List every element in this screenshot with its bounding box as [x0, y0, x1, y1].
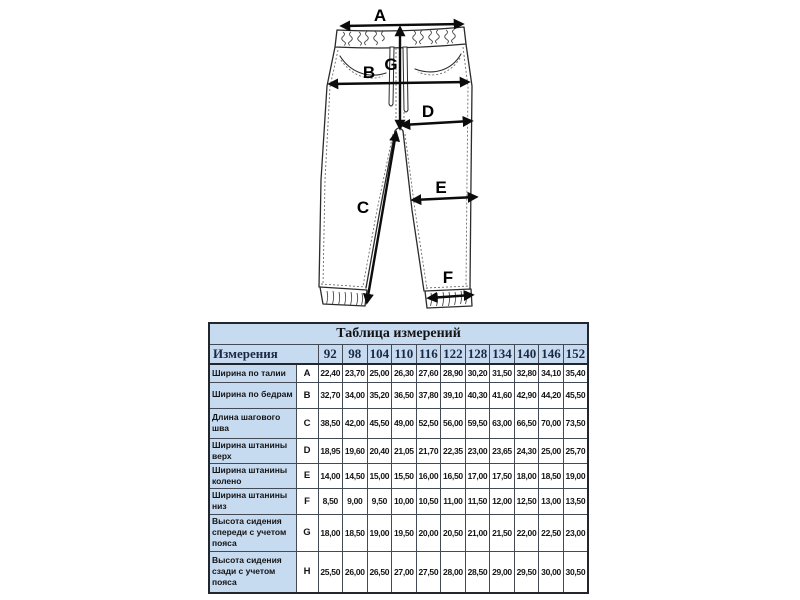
measurement-value: 15,50 — [392, 463, 417, 488]
measurement-value: 42,00 — [343, 408, 368, 438]
table-row — [209, 551, 588, 593]
measurement-value: 13,50 — [563, 488, 588, 514]
measurement-value: 17,50 — [490, 463, 515, 488]
measurement-value: 52,50 — [416, 408, 441, 438]
measurement-value: 23,65 — [490, 438, 515, 463]
measurement-value: 19,00 — [563, 463, 588, 488]
measurement-value: 44,20 — [539, 382, 564, 408]
measurement-value: 73,50 — [563, 408, 588, 438]
measurement-value: 19,60 — [343, 438, 368, 463]
label-d: D — [421, 102, 435, 121]
measurement-value: 10,50 — [416, 488, 441, 514]
measurement-value: 18,95 — [318, 438, 343, 463]
measurement-value: 8,50 — [318, 488, 343, 514]
measurement-value: 34,10 — [539, 364, 564, 382]
size-header: 98 — [343, 345, 368, 365]
measurement-value: 16,50 — [441, 463, 466, 488]
measurement-value: 26,30 — [392, 364, 417, 382]
measurement-name: Ширина по бедрам — [209, 382, 296, 408]
size-header: 104 — [367, 345, 392, 365]
measurement-value: 28,00 — [441, 551, 466, 593]
measurement-value: 70,00 — [539, 408, 564, 438]
measurement-value: 22,50 — [539, 514, 564, 551]
measurement-value: 12,50 — [514, 488, 539, 514]
measurement-value: 21,70 — [416, 438, 441, 463]
measurement-value: 22,35 — [441, 438, 466, 463]
pants-diagram — [290, 0, 510, 320]
measurement-name: Высота сидения сзади с учетом пояса — [209, 551, 296, 593]
measurement-letter: C — [296, 408, 318, 438]
measurement-value: 20,50 — [441, 514, 466, 551]
measurement-value: 66,50 — [514, 408, 539, 438]
measurement-name: Ширина штанины верх — [209, 438, 296, 463]
measurement-value: 21,50 — [490, 514, 515, 551]
measurement-name: Высота сидения спереди с учетом пояса — [209, 514, 296, 551]
measurement-letter: G — [296, 514, 318, 551]
table-title: Таблица измерений — [209, 323, 588, 345]
measurement-value: 23,70 — [343, 364, 368, 382]
measurement-name: Ширина по талии — [209, 364, 296, 382]
measurement-value: 30,20 — [465, 364, 490, 382]
measurement-value: 19,50 — [392, 514, 417, 551]
measurement-value: 16,00 — [416, 463, 441, 488]
measurement-value: 24,30 — [514, 438, 539, 463]
measurement-value: 21,05 — [392, 438, 417, 463]
measurement-value: 45,50 — [367, 408, 392, 438]
measurement-letter: E — [296, 463, 318, 488]
title-row — [209, 323, 588, 345]
measurement-value: 23,00 — [563, 514, 588, 551]
measurement-value: 21,00 — [465, 514, 490, 551]
measurement-value: 20,40 — [367, 438, 392, 463]
measurement-value: 17,00 — [465, 463, 490, 488]
size-header: 140 — [514, 345, 539, 365]
measurement-value: 27,60 — [416, 364, 441, 382]
measurement-value: 25,50 — [318, 551, 343, 593]
measurement-value: 25,00 — [539, 438, 564, 463]
measurement-value: 11,50 — [465, 488, 490, 514]
measurement-value: 40,30 — [465, 382, 490, 408]
label-a: A — [373, 6, 387, 25]
measurement-value: 34,00 — [343, 382, 368, 408]
label-e: E — [435, 178, 447, 197]
measurement-value: 59,50 — [465, 408, 490, 438]
measurement-value: 41,60 — [490, 382, 515, 408]
table-row — [209, 463, 588, 488]
measurement-value: 22,00 — [514, 514, 539, 551]
table-row — [209, 408, 588, 438]
table-row — [209, 364, 588, 382]
measurement-value: 56,00 — [441, 408, 466, 438]
table-row — [209, 514, 588, 551]
measurement-name: Ширина штанины колено — [209, 463, 296, 488]
measurement-value: 29,00 — [490, 551, 515, 593]
label-c: C — [356, 198, 370, 217]
measurement-value: 14,50 — [343, 463, 368, 488]
size-header: 110 — [392, 345, 417, 365]
label-b: B — [362, 63, 376, 82]
measurement-value: 15,00 — [367, 463, 392, 488]
label-g: G — [384, 55, 398, 74]
measurement-value: 30,50 — [563, 551, 588, 593]
size-header: 128 — [465, 345, 490, 365]
measurement-letter: A — [296, 364, 318, 382]
size-header: 146 — [539, 345, 564, 365]
measurement-value: 30,00 — [539, 551, 564, 593]
header-row — [209, 345, 588, 365]
measurement-value: 18,50 — [539, 463, 564, 488]
measurement-value: 27,00 — [392, 551, 417, 593]
arrow-cuff-F — [429, 295, 472, 298]
measurement-value: 9,50 — [367, 488, 392, 514]
measurement-value: 14,00 — [318, 463, 343, 488]
measurement-value: 27,50 — [416, 551, 441, 593]
measurement-value: 45,50 — [563, 382, 588, 408]
measurement-value: 49,00 — [392, 408, 417, 438]
measurement-name: Ширина штанины низ — [209, 488, 296, 514]
measurement-value: 31,50 — [490, 364, 515, 382]
measurements-header: Измерения — [209, 345, 318, 365]
measurement-value: 18,00 — [318, 514, 343, 551]
cuff-ribbing — [327, 291, 467, 306]
arrow-hips-B — [330, 82, 468, 84]
measurement-value: 38,50 — [318, 408, 343, 438]
measurement-value: 25,00 — [367, 364, 392, 382]
measurement-value: 37,80 — [416, 382, 441, 408]
size-table — [208, 322, 589, 594]
measurement-value: 35,20 — [367, 382, 392, 408]
size-header: 116 — [416, 345, 441, 365]
measurement-value: 35,40 — [563, 364, 588, 382]
size-header: 134 — [490, 345, 515, 365]
measurement-letter: D — [296, 438, 318, 463]
measurement-value: 39,10 — [441, 382, 466, 408]
measurement-value: 23,00 — [465, 438, 490, 463]
table-body — [209, 364, 588, 593]
measurement-value: 29,50 — [514, 551, 539, 593]
arrow-inseam-C — [367, 133, 396, 302]
measurement-value: 9,00 — [343, 488, 368, 514]
arrow-leg-top-D — [402, 121, 471, 125]
label-f: F — [442, 268, 454, 287]
table-row — [209, 488, 588, 514]
measurement-letter: F — [296, 488, 318, 514]
measurement-letter: H — [296, 551, 318, 593]
table-row — [209, 382, 588, 408]
measurement-name: Длина шагового шва — [209, 408, 296, 438]
measurement-value: 10,00 — [392, 488, 417, 514]
measurement-value: 42,90 — [514, 382, 539, 408]
measurement-value: 36,50 — [392, 382, 417, 408]
measurement-value: 19,00 — [367, 514, 392, 551]
measurement-value: 13,00 — [539, 488, 564, 514]
table-row — [209, 438, 588, 463]
measurement-value: 63,00 — [490, 408, 515, 438]
measurement-value: 11,00 — [441, 488, 466, 514]
size-header: 122 — [441, 345, 466, 365]
measurement-value: 18,00 — [514, 463, 539, 488]
arrow-waist-A — [342, 24, 462, 26]
measurement-value: 28,50 — [465, 551, 490, 593]
measurement-value: 25,70 — [563, 438, 588, 463]
measurement-value: 22,40 — [318, 364, 343, 382]
measurement-value: 26,00 — [343, 551, 368, 593]
measurement-value: 26,50 — [367, 551, 392, 593]
measurement-value: 28,90 — [441, 364, 466, 382]
waistband-gathers — [342, 30, 456, 46]
size-header: 152 — [563, 345, 588, 365]
measurement-letter: B — [296, 382, 318, 408]
measurement-value: 32,70 — [318, 382, 343, 408]
measurement-value: 12,00 — [490, 488, 515, 514]
measurement-value: 32,80 — [514, 364, 539, 382]
measurement-value: 20,00 — [416, 514, 441, 551]
size-header: 92 — [318, 345, 343, 365]
measurement-value: 18,50 — [343, 514, 368, 551]
